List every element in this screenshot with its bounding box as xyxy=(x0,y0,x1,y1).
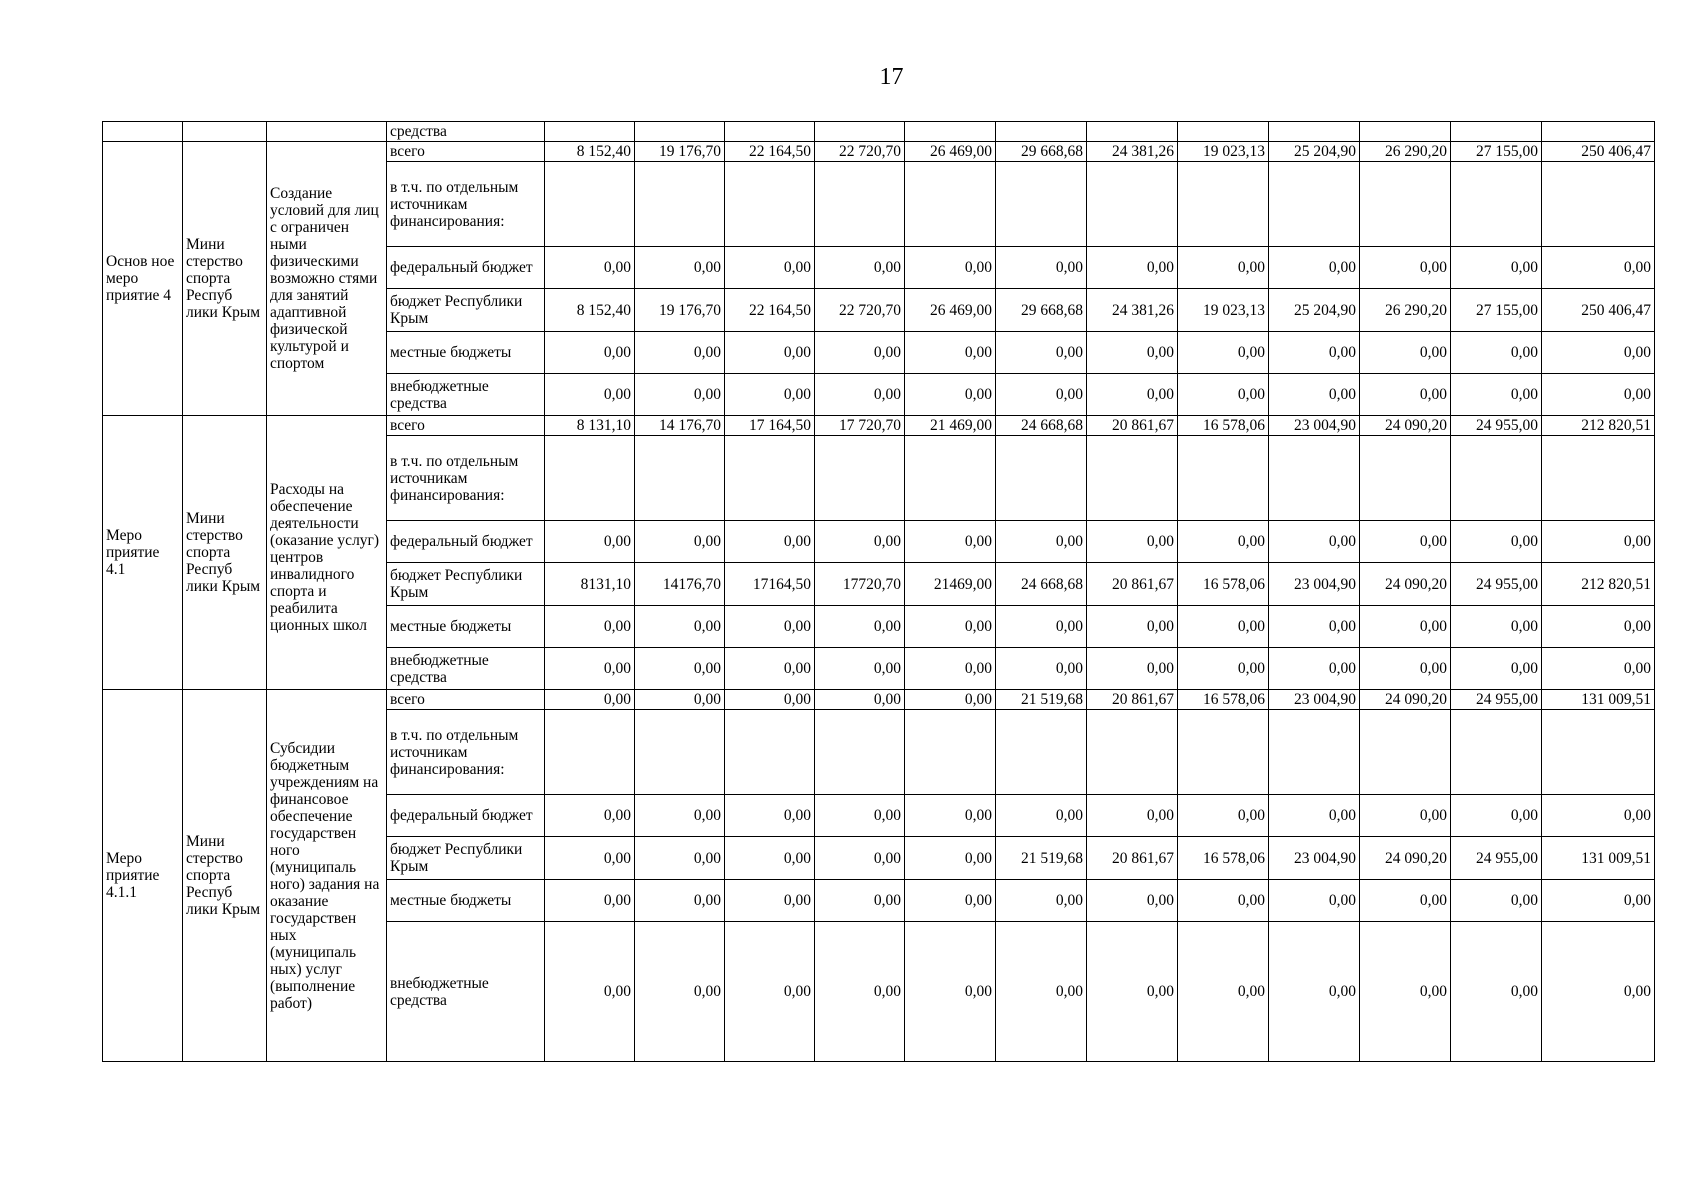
value-cell: 0,00 xyxy=(545,521,635,563)
value-cell: 0,00 xyxy=(1451,521,1542,563)
value-cell: 23 004,90 xyxy=(1269,837,1360,880)
value-cell xyxy=(996,436,1087,521)
value-cell: 0,00 xyxy=(905,332,996,374)
value-cell: 0,00 xyxy=(1360,880,1451,922)
value-cell: 0,00 xyxy=(905,606,996,648)
funding-source: всего xyxy=(387,142,545,162)
value-cell: 29 668,68 xyxy=(996,289,1087,332)
value-cell: 0,00 xyxy=(1178,648,1269,690)
code-cell xyxy=(103,122,183,142)
activity-code: Меро приятие 4.1 xyxy=(103,416,183,690)
value-cell xyxy=(1451,162,1542,247)
value-cell xyxy=(996,162,1087,247)
value-cell: 0,00 xyxy=(1451,648,1542,690)
value-cell: 24 955,00 xyxy=(1451,837,1542,880)
value-cell: 0,00 xyxy=(1178,521,1269,563)
value-cell: 21 519,68 xyxy=(996,690,1087,710)
value-cell: 0,00 xyxy=(1178,795,1269,837)
value-cell: 20 861,67 xyxy=(1087,690,1178,710)
value-cell: 0,00 xyxy=(815,795,905,837)
value-cell: 21469,00 xyxy=(905,563,996,606)
value-cell xyxy=(1087,710,1178,795)
value-cell xyxy=(1178,436,1269,521)
value-cell xyxy=(1451,710,1542,795)
value-cell: 0,00 xyxy=(1542,521,1655,563)
executor-name: Мини стерство спорта Респуб лики Крым xyxy=(183,690,267,1062)
value-cell: 24 090,20 xyxy=(1360,690,1451,710)
funding-source: в т.ч. по отдельным источникам финансирования: xyxy=(387,710,545,795)
value-cell: 0,00 xyxy=(1451,795,1542,837)
value-cell xyxy=(815,436,905,521)
table-row-continuation xyxy=(103,122,1655,142)
value-cell: 0,00 xyxy=(1451,374,1542,416)
value-cell: 0,00 xyxy=(635,880,725,922)
value-cell: 131 009,51 xyxy=(1542,837,1655,880)
value-cell: 16 578,06 xyxy=(1178,837,1269,880)
value-cell: 24 955,00 xyxy=(1451,416,1542,436)
value-cell: 0,00 xyxy=(815,922,905,1062)
funding-source: местные бюджеты xyxy=(387,332,545,374)
value-cell: 0,00 xyxy=(1087,332,1178,374)
value-cell: 0,00 xyxy=(725,332,815,374)
value-cell: 17 720,70 xyxy=(815,416,905,436)
value-cell: 0,00 xyxy=(545,247,635,289)
value-cell: 17 164,50 xyxy=(725,416,815,436)
value-cell: 17164,50 xyxy=(725,563,815,606)
value-cell: 26 290,20 xyxy=(1360,289,1451,332)
value-cell: 0,00 xyxy=(1269,922,1360,1062)
funding-source: внебюджетные средства xyxy=(387,374,545,416)
value-cell: 0,00 xyxy=(635,332,725,374)
value-cell xyxy=(1269,122,1360,142)
name-cell xyxy=(267,122,387,142)
value-cell: 0,00 xyxy=(545,606,635,648)
value-cell xyxy=(1542,710,1655,795)
value-cell: 0,00 xyxy=(815,837,905,880)
value-cell: 0,00 xyxy=(1269,332,1360,374)
value-cell: 0,00 xyxy=(1451,606,1542,648)
value-cell: 24 668,68 xyxy=(996,563,1087,606)
value-cell xyxy=(905,710,996,795)
value-cell: 0,00 xyxy=(1269,880,1360,922)
value-cell: 212 820,51 xyxy=(1542,563,1655,606)
value-cell: 0,00 xyxy=(815,880,905,922)
value-cell: 0,00 xyxy=(1451,332,1542,374)
value-cell: 0,00 xyxy=(545,648,635,690)
value-cell: 0,00 xyxy=(635,648,725,690)
value-cell: 22 720,70 xyxy=(815,289,905,332)
value-cell: 25 204,90 xyxy=(1269,289,1360,332)
value-cell xyxy=(905,122,996,142)
value-cell: 8 152,40 xyxy=(545,289,635,332)
value-cell: 0,00 xyxy=(1269,521,1360,563)
value-cell: 26 469,00 xyxy=(905,289,996,332)
value-cell: 0,00 xyxy=(1360,795,1451,837)
value-cell: 0,00 xyxy=(635,606,725,648)
value-cell: 0,00 xyxy=(996,606,1087,648)
value-cell: 21 519,68 xyxy=(996,837,1087,880)
value-cell xyxy=(1360,162,1451,247)
value-cell: 0,00 xyxy=(815,374,905,416)
value-cell: 0,00 xyxy=(635,837,725,880)
value-cell: 0,00 xyxy=(1087,606,1178,648)
value-cell: 0,00 xyxy=(815,606,905,648)
value-cell: 0,00 xyxy=(725,690,815,710)
value-cell: 0,00 xyxy=(1178,374,1269,416)
funding-source: местные бюджеты xyxy=(387,606,545,648)
value-cell: 0,00 xyxy=(1542,880,1655,922)
value-cell: 0,00 xyxy=(1360,606,1451,648)
value-cell: 0,00 xyxy=(725,374,815,416)
value-cell xyxy=(1087,436,1178,521)
value-cell: 0,00 xyxy=(725,247,815,289)
value-cell xyxy=(1087,122,1178,142)
value-cell: 8 152,40 xyxy=(545,142,635,162)
value-cell: 19 176,70 xyxy=(635,142,725,162)
value-cell: 0,00 xyxy=(1269,648,1360,690)
value-cell xyxy=(815,162,905,247)
value-cell: 0,00 xyxy=(905,837,996,880)
value-cell: 0,00 xyxy=(1178,606,1269,648)
value-cell: 20 861,67 xyxy=(1087,837,1178,880)
value-cell xyxy=(905,436,996,521)
value-cell: 131 009,51 xyxy=(1542,690,1655,710)
value-cell: 24 381,26 xyxy=(1087,289,1178,332)
value-cell xyxy=(635,710,725,795)
value-cell: 0,00 xyxy=(725,606,815,648)
value-cell: 16 578,06 xyxy=(1178,416,1269,436)
value-cell: 0,00 xyxy=(996,880,1087,922)
value-cell: 0,00 xyxy=(1542,374,1655,416)
funding-source: бюджет Республики Крым xyxy=(387,563,545,606)
activity-code: Меро приятие 4.1.1 xyxy=(103,690,183,1062)
funding-source: всего xyxy=(387,416,545,436)
activity-name: Создание условий для лиц с ограничен ными физическими возможно стями для занятий адаптивной физической культурой и спортом xyxy=(267,142,387,416)
value-cell xyxy=(1269,436,1360,521)
value-cell: 0,00 xyxy=(635,922,725,1062)
value-cell: 16 578,06 xyxy=(1178,563,1269,606)
value-cell xyxy=(1542,162,1655,247)
value-cell: 0,00 xyxy=(1269,374,1360,416)
value-cell: 0,00 xyxy=(905,922,996,1062)
value-cell: 0,00 xyxy=(1178,332,1269,374)
value-cell: 26 469,00 xyxy=(905,142,996,162)
value-cell: 26 290,20 xyxy=(1360,142,1451,162)
value-cell: 21 469,00 xyxy=(905,416,996,436)
value-cell: 0,00 xyxy=(1269,606,1360,648)
value-cell xyxy=(815,122,905,142)
value-cell: 0,00 xyxy=(725,521,815,563)
value-cell xyxy=(996,710,1087,795)
source-cell: средства xyxy=(387,122,545,142)
value-cell: 20 861,67 xyxy=(1087,563,1178,606)
value-cell xyxy=(1178,162,1269,247)
table-body xyxy=(103,122,1655,1062)
value-cell xyxy=(545,710,635,795)
value-cell: 0,00 xyxy=(1360,332,1451,374)
value-cell: 24 090,20 xyxy=(1360,416,1451,436)
value-cell: 0,00 xyxy=(635,795,725,837)
value-cell: 14176,70 xyxy=(635,563,725,606)
value-cell: 0,00 xyxy=(996,521,1087,563)
value-cell: 19 023,13 xyxy=(1178,289,1269,332)
page-number: 17 xyxy=(879,64,904,90)
funding-source: в т.ч. по отдельным источникам финансирования: xyxy=(387,162,545,247)
table-row xyxy=(103,142,1655,162)
value-cell xyxy=(1542,122,1655,142)
value-cell xyxy=(1360,122,1451,142)
funding-source: федеральный бюджет xyxy=(387,247,545,289)
value-cell xyxy=(635,436,725,521)
funding-source: в т.ч. по отдельным источникам финансирования: xyxy=(387,436,545,521)
value-cell: 0,00 xyxy=(1087,521,1178,563)
value-cell: 0,00 xyxy=(545,922,635,1062)
value-cell: 0,00 xyxy=(996,922,1087,1062)
value-cell xyxy=(725,436,815,521)
value-cell: 0,00 xyxy=(815,247,905,289)
value-cell: 24 955,00 xyxy=(1451,563,1542,606)
value-cell: 24 955,00 xyxy=(1451,690,1542,710)
value-cell: 250 406,47 xyxy=(1542,289,1655,332)
value-cell: 0,00 xyxy=(1542,332,1655,374)
activity-name: Субсидии бюджетным учреждениям на финансовое обеспечение государствен ного (муниципаль ного) задания на оказание государствен ных (муниципаль ных) услуг (выполнение работ) xyxy=(267,690,387,1062)
value-cell: 0,00 xyxy=(1360,374,1451,416)
value-cell: 0,00 xyxy=(905,374,996,416)
value-cell: 0,00 xyxy=(1269,247,1360,289)
value-cell: 24 668,68 xyxy=(996,416,1087,436)
value-cell: 24 090,20 xyxy=(1360,837,1451,880)
value-cell: 17720,70 xyxy=(815,563,905,606)
value-cell: 250 406,47 xyxy=(1542,142,1655,162)
value-cell: 14 176,70 xyxy=(635,416,725,436)
value-cell xyxy=(1178,122,1269,142)
value-cell: 25 204,90 xyxy=(1269,142,1360,162)
value-cell: 0,00 xyxy=(815,648,905,690)
value-cell xyxy=(635,162,725,247)
value-cell: 0,00 xyxy=(815,690,905,710)
value-cell: 0,00 xyxy=(815,521,905,563)
value-cell xyxy=(1178,710,1269,795)
value-cell xyxy=(1269,710,1360,795)
value-cell xyxy=(1451,122,1542,142)
value-cell xyxy=(635,122,725,142)
value-cell: 0,00 xyxy=(545,837,635,880)
value-cell: 212 820,51 xyxy=(1542,416,1655,436)
value-cell: 23 004,90 xyxy=(1269,563,1360,606)
value-cell: 0,00 xyxy=(996,648,1087,690)
value-cell: 0,00 xyxy=(1360,648,1451,690)
value-cell: 0,00 xyxy=(996,374,1087,416)
activity-name: Расходы на обеспечение деятельности (оказание услуг) центров инвалидного спорта и реабилита ционных школ xyxy=(267,416,387,690)
value-cell: 22 720,70 xyxy=(815,142,905,162)
value-cell: 0,00 xyxy=(905,795,996,837)
value-cell: 20 861,67 xyxy=(1087,416,1178,436)
value-cell xyxy=(815,710,905,795)
value-cell: 0,00 xyxy=(1087,374,1178,416)
value-cell: 0,00 xyxy=(635,521,725,563)
value-cell: 0,00 xyxy=(905,690,996,710)
value-cell: 0,00 xyxy=(725,648,815,690)
value-cell: 0,00 xyxy=(1542,648,1655,690)
value-cell: 0,00 xyxy=(1269,795,1360,837)
value-cell: 22 164,50 xyxy=(725,142,815,162)
value-cell: 27 155,00 xyxy=(1451,289,1542,332)
value-cell: 0,00 xyxy=(996,795,1087,837)
value-cell: 0,00 xyxy=(545,374,635,416)
value-cell: 0,00 xyxy=(545,880,635,922)
funding-source: федеральный бюджет xyxy=(387,521,545,563)
value-cell xyxy=(1360,436,1451,521)
value-cell: 0,00 xyxy=(725,837,815,880)
value-cell: 0,00 xyxy=(1178,247,1269,289)
value-cell: 0,00 xyxy=(545,795,635,837)
value-cell: 22 164,50 xyxy=(725,289,815,332)
value-cell: 0,00 xyxy=(1451,880,1542,922)
table-row xyxy=(103,416,1655,436)
value-cell: 0,00 xyxy=(1087,880,1178,922)
value-cell: 0,00 xyxy=(1178,922,1269,1062)
funding-source: местные бюджеты xyxy=(387,880,545,922)
funding-source: федеральный бюджет xyxy=(387,795,545,837)
value-cell xyxy=(725,122,815,142)
value-cell xyxy=(1087,162,1178,247)
value-cell: 0,00 xyxy=(1360,247,1451,289)
value-cell: 19 023,13 xyxy=(1178,142,1269,162)
value-cell xyxy=(1360,710,1451,795)
value-cell: 29 668,68 xyxy=(996,142,1087,162)
value-cell: 0,00 xyxy=(1360,521,1451,563)
financing-table xyxy=(102,121,1655,1062)
funding-source: бюджет Республики Крым xyxy=(387,837,545,880)
value-cell: 0,00 xyxy=(1178,880,1269,922)
value-cell: 0,00 xyxy=(1542,795,1655,837)
value-cell: 0,00 xyxy=(635,374,725,416)
value-cell xyxy=(996,122,1087,142)
value-cell: 0,00 xyxy=(1087,247,1178,289)
value-cell: 19 176,70 xyxy=(635,289,725,332)
value-cell: 0,00 xyxy=(1087,795,1178,837)
value-cell xyxy=(1269,162,1360,247)
executor-cell xyxy=(183,122,267,142)
value-cell xyxy=(545,122,635,142)
value-cell xyxy=(725,710,815,795)
value-cell: 0,00 xyxy=(905,521,996,563)
value-cell: 24 381,26 xyxy=(1087,142,1178,162)
value-cell: 0,00 xyxy=(545,332,635,374)
value-cell: 23 004,90 xyxy=(1269,416,1360,436)
value-cell xyxy=(905,162,996,247)
funding-source: внебюджетные средства xyxy=(387,648,545,690)
value-cell: 0,00 xyxy=(905,247,996,289)
value-cell: 0,00 xyxy=(1451,247,1542,289)
value-cell xyxy=(545,436,635,521)
value-cell: 0,00 xyxy=(1542,606,1655,648)
value-cell: 16 578,06 xyxy=(1178,690,1269,710)
executor-name: Мини стерство спорта Респуб лики Крым xyxy=(183,416,267,690)
value-cell xyxy=(725,162,815,247)
value-cell: 23 004,90 xyxy=(1269,690,1360,710)
executor-name: Мини стерство спорта Респуб лики Крым xyxy=(183,142,267,416)
activity-code: Основ ное меро приятие 4 xyxy=(103,142,183,416)
funding-source: внебюджетные средства xyxy=(387,922,545,1062)
table-row xyxy=(103,690,1655,710)
value-cell: 0,00 xyxy=(725,922,815,1062)
value-cell: 0,00 xyxy=(996,332,1087,374)
value-cell: 8 131,10 xyxy=(545,416,635,436)
value-cell: 8131,10 xyxy=(545,563,635,606)
value-cell: 0,00 xyxy=(1360,922,1451,1062)
value-cell: 0,00 xyxy=(635,247,725,289)
value-cell: 24 090,20 xyxy=(1360,563,1451,606)
value-cell: 0,00 xyxy=(1542,922,1655,1062)
funding-source: бюджет Республики Крым xyxy=(387,289,545,332)
value-cell: 0,00 xyxy=(545,690,635,710)
value-cell: 0,00 xyxy=(905,648,996,690)
value-cell: 0,00 xyxy=(725,880,815,922)
value-cell: 0,00 xyxy=(725,795,815,837)
value-cell: 0,00 xyxy=(1087,648,1178,690)
value-cell: 0,00 xyxy=(1451,922,1542,1062)
value-cell xyxy=(1542,436,1655,521)
value-cell: 0,00 xyxy=(905,880,996,922)
value-cell: 0,00 xyxy=(1542,247,1655,289)
value-cell xyxy=(1451,436,1542,521)
value-cell: 0,00 xyxy=(1087,922,1178,1062)
value-cell: 27 155,00 xyxy=(1451,142,1542,162)
value-cell xyxy=(545,162,635,247)
funding-source: всего xyxy=(387,690,545,710)
value-cell: 0,00 xyxy=(635,690,725,710)
value-cell: 0,00 xyxy=(996,247,1087,289)
value-cell: 0,00 xyxy=(815,332,905,374)
